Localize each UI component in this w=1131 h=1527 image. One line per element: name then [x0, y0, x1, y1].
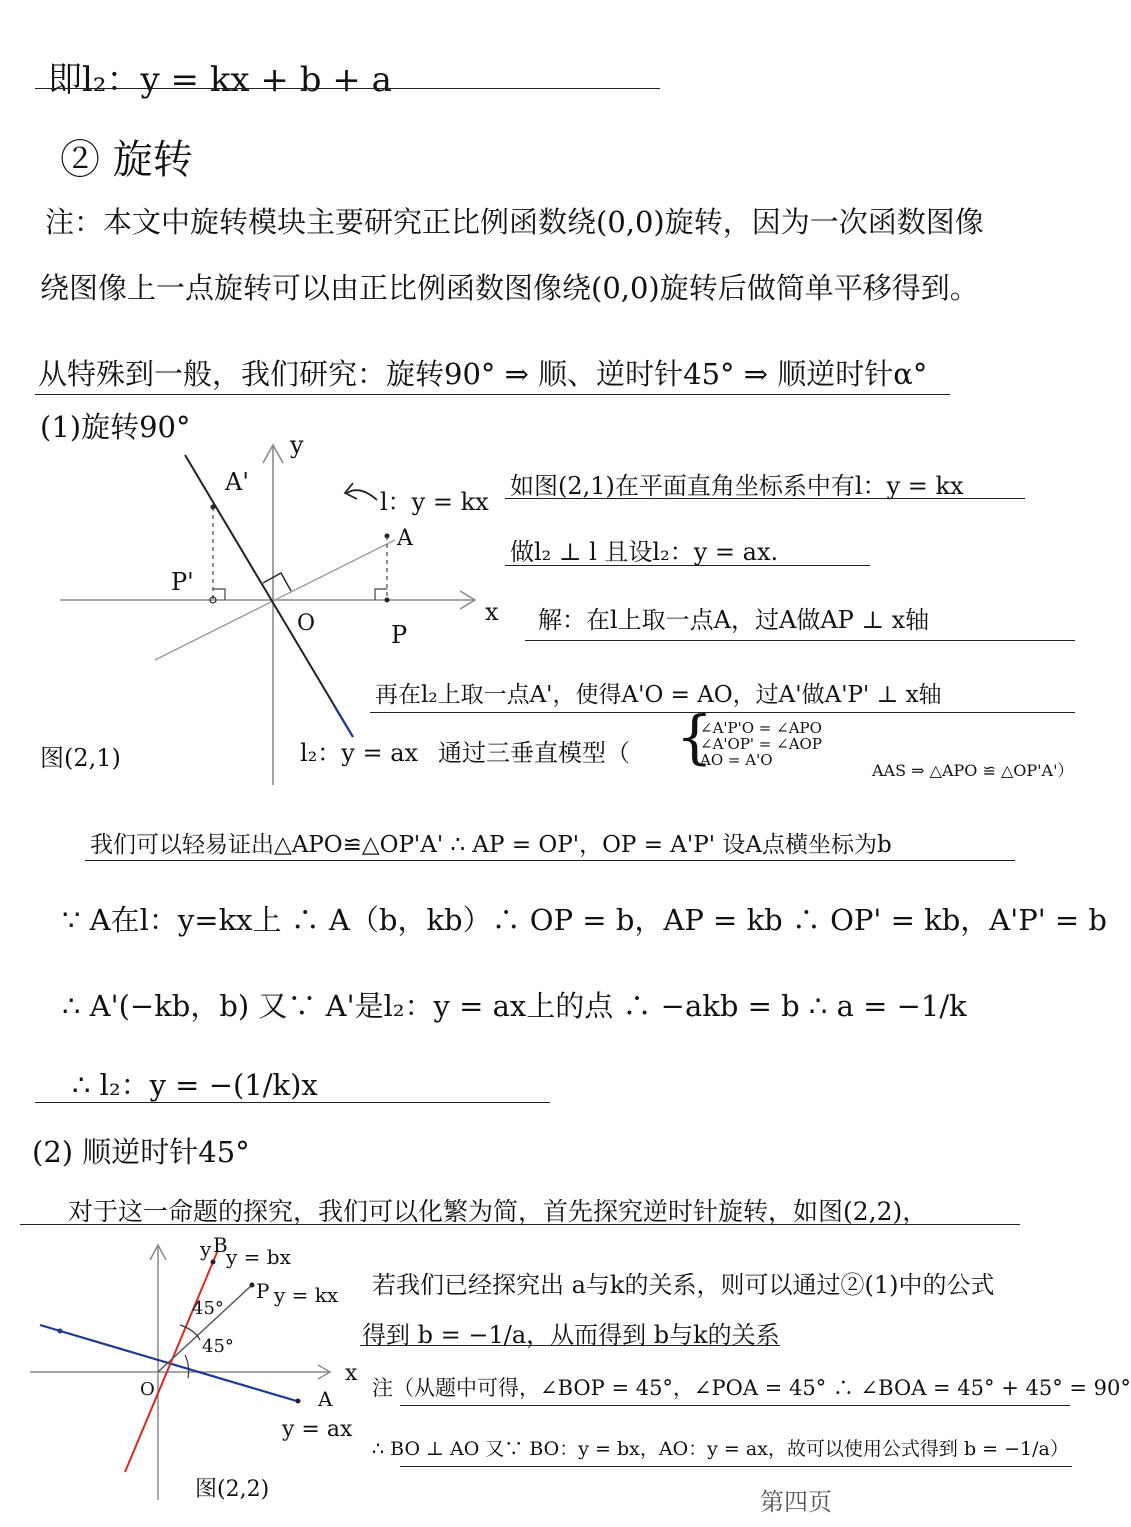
line-l-label: l：y = kx [380, 488, 489, 516]
subsection-2-title: (2) 顺逆时针45° [32, 1135, 250, 1169]
line-y-bx [125, 1250, 218, 1472]
A-prime-label: A' [225, 468, 249, 496]
section-heading: ② 旋转 [60, 137, 193, 183]
underline [370, 712, 1075, 713]
line-kx-label: y = kx [274, 1283, 339, 1307]
underline [525, 640, 1075, 641]
line-bx-label: y = bx [226, 1245, 291, 1269]
point-A [296, 1399, 301, 1404]
rotation-arrow [347, 490, 377, 500]
point-left [58, 1329, 63, 1334]
model-condition-2: ∠A'OP' = ∠AOP [700, 735, 822, 753]
A-label: A [397, 526, 413, 551]
subsection-1-title: (1)旋转90° [40, 410, 191, 444]
underline [400, 1405, 1070, 1406]
desc-line-3: 解：在l上取一点A，过A做AP ⊥ x轴 [538, 606, 930, 634]
line-l2-label: l₂：y = ax [300, 739, 419, 767]
P-label: P [391, 621, 408, 649]
model-text: 通过三垂直模型（ [438, 739, 630, 767]
point-P [385, 598, 390, 603]
underline [505, 565, 870, 566]
formula-line-top: 即l₂：y = kx + b + a [48, 60, 392, 100]
line-l2 [185, 455, 353, 737]
underline [360, 1345, 780, 1346]
note-line-1: 注：本文中旋转模块主要研究正比例函数绕(0,0)旋转，因为一次函数图像 [45, 205, 984, 239]
figure-2-1-caption: 图(2,1) [40, 744, 121, 772]
figure-2-2-caption: 图(2,2) [195, 1477, 270, 1502]
origin-label: O [140, 1379, 155, 1400]
model-result: AAS ⇒ △APO ≌ △OP'A'） [872, 761, 1074, 780]
point-P [250, 1283, 255, 1288]
subsection-2-intro: 对于这一命题的探究，我们可以化繁为简，首先探究逆时针旋转，如图(2,2)， [68, 1197, 928, 1226]
underline [400, 1466, 1072, 1467]
page-number: 第四页 [760, 1488, 832, 1516]
model-condition-1: ∠A'P'O = ∠APO [700, 719, 822, 737]
part2-line-2: 得到 b = −1/a，从而得到 b与k的关系 [362, 1321, 780, 1349]
right-angle-mark [263, 573, 291, 591]
P-prime-label: P' [171, 568, 194, 596]
brace-icon: { [676, 703, 713, 771]
proof-line-2: ∵ A在l：y=kx上 ∴ A（b，kb）∴ OP = b，AP = kb ∴ OP' = kb，A'P' = b [62, 903, 1107, 937]
proof-line-4: ∴ l₂：y = −(1/k)x [72, 1068, 318, 1102]
note-line-2: 绕图像上一点旋转可以由正比例函数图像绕(0,0)旋转后做简单平移得到。 [40, 271, 979, 305]
underline [85, 860, 1015, 861]
figure-2-1 [35, 415, 499, 785]
desc-line-1: 如图(2,1)在平面直角坐标系中有l：y = kx [510, 472, 964, 500]
model-conditions [700, 720, 822, 768]
x-label: x [345, 1361, 358, 1386]
part2-line-3: 注（从题中可得，∠BOP = 45°，∠POA = 45° ∴ ∠BOA = 45° + 45° = 90° [372, 1376, 1131, 1400]
angle-label-1: 45° [192, 1298, 224, 1319]
underline [35, 1102, 550, 1103]
angle-arc-2 [185, 1355, 189, 1378]
y-label: y [290, 431, 304, 459]
proof-line-3: ∴ A'(−kb，b) 又∵ A'是l₂：y = ax上的点 ∴ −akb = b ∴ a = −1/k [62, 989, 967, 1023]
line-ax-label: y = ax [282, 1417, 353, 1442]
angle-label-2: 45° [202, 1336, 234, 1357]
origin-label: O [297, 611, 316, 636]
figure-2-2 [30, 1230, 370, 1500]
underline [35, 88, 660, 89]
A-label: A [318, 1387, 333, 1411]
part2-line-4: ∴ BO ⊥ AO 又∵ BO：y = bx，AO：y = ax，故可以使用公式得到 b = −1/a） [372, 1438, 1069, 1460]
B-label: B [213, 1233, 228, 1257]
underline [505, 498, 1025, 499]
y-label: y [200, 1237, 212, 1261]
underline [35, 394, 950, 395]
underline [20, 1224, 1020, 1225]
P-label: P [256, 1279, 270, 1303]
model-condition-3: AO = A'O [700, 751, 773, 769]
proof-line-1: 我们可以轻易证出△APO≌△OP'A' ∴ AP = OP'，OP = A'P' 设A点横坐标为b [90, 832, 892, 858]
desc-line-2: 做l₂ ⊥ l 且设l₂：y = ax. [510, 538, 779, 566]
desc-line-4: 再在l₂上取一点A'，使得A'O = AO，过A'做A'P' ⊥ x轴 [375, 682, 942, 708]
x-label: x [485, 598, 499, 626]
part2-line-1: 若我们已经探究出 a与k的关系，则可以通过②(1)中的公式 [372, 1271, 995, 1299]
roadmap-line: 从特殊到一般，我们研究：旋转90° ⇒ 顺、逆时针45° ⇒ 顺逆时针α° [38, 357, 928, 391]
